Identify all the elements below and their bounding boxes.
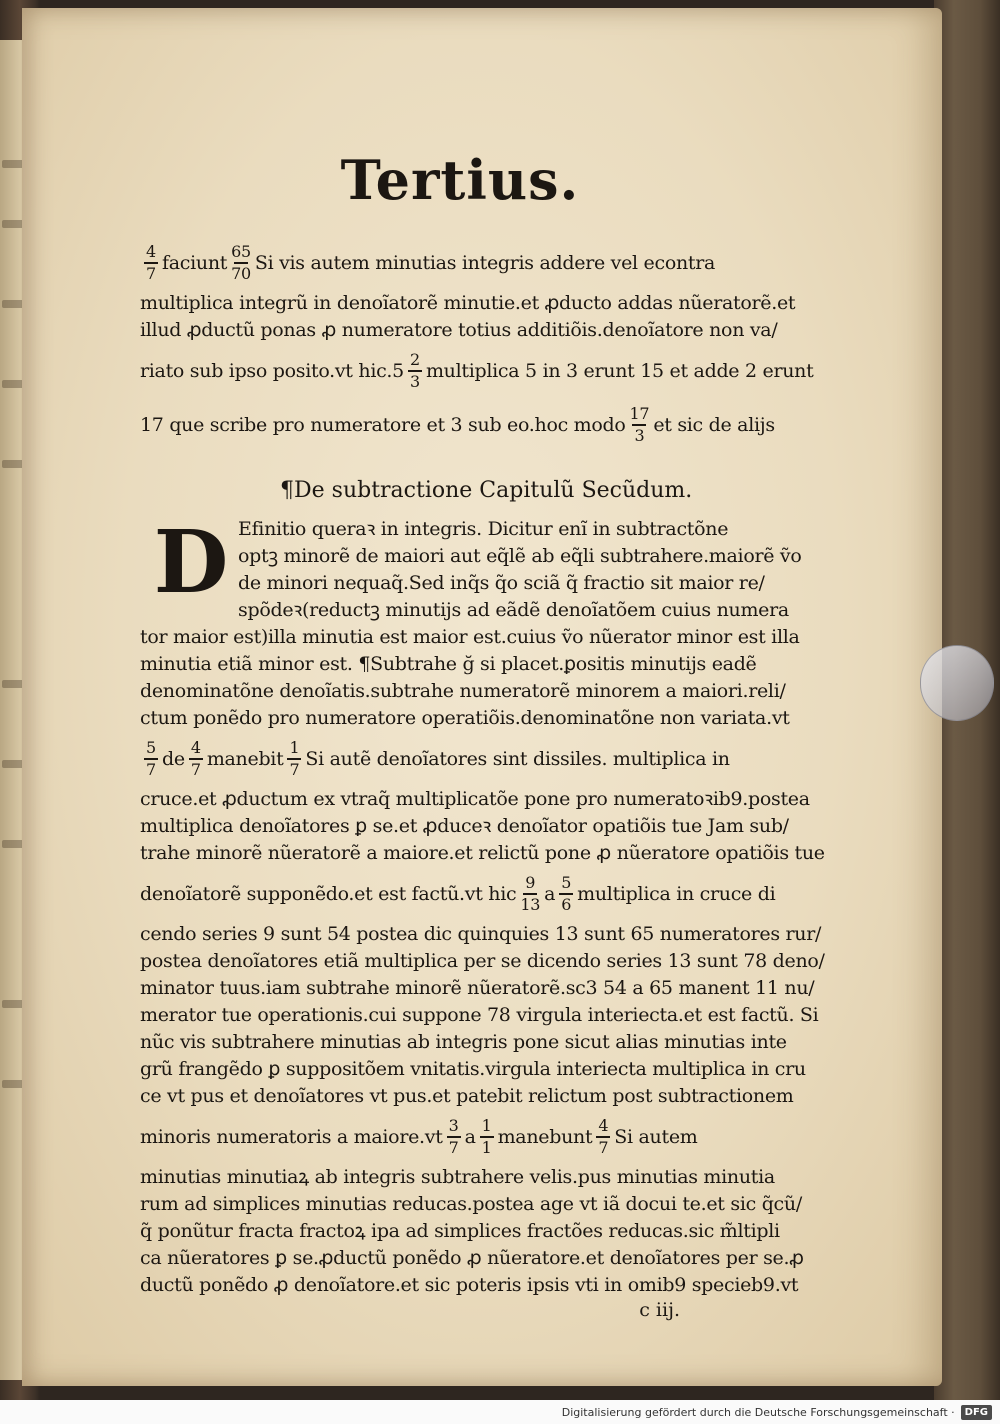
footer-text: Digitalisierung gefördert durch die Deutsche Forschungsgemeinschaft · [561,1405,955,1419]
page-clip [920,645,994,721]
text-line: ductũ ponẽdo ꝓ denoĩatore.et sic poteris ipsis vti in omib9 specieb9.vt [140,1274,799,1296]
text-line: de minori nequaq̃.Sed inq̃s q̃o sciã q̃ fractio sit maior re/ [238,572,765,594]
text-line: denominatõne denoĩatis.subtrahe numeratorẽ minorem a maiori.reli/ [140,680,786,702]
fraction: $\frac{1}{1}$ [480,1118,494,1156]
text-line: minutias minutiaꝝ ab integris subtrahere velis.pus minutias minutia [140,1166,775,1188]
text-line: minoris numeratoris a maiore.vt $\frac{3}{7}$ a $\frac{1}{1}$ manebunt $\frac{4}{7}$ Si autem [140,1116,698,1157]
text-line: cendo series 9 sunt 54 postea dic quinquies 13 sunt 65 numeratores rur/ [140,923,822,945]
text-line: riato sub ipso posito.vt hic.5 $\frac{2}{3}$ multiplica 5 in 3 erunt 15 et adde 2 erunt [140,350,814,391]
fraction: $\frac{65}{70}$ [231,242,251,283]
text-line: rum ad simplices minutias reducas.postea age vt iã docui te.et sic q̃cũ/ [140,1193,802,1215]
fraction: $\frac{9}{13}$ [520,873,541,914]
text-line: ctum ponẽdo pro numeratore operatiõis.denominatõne non variata.vt [140,707,790,729]
fraction: $\frac{5}{7}$ [144,740,158,778]
text-line: cruce.et ꝓductum ex vtraq̃ multiplicatõe pone pro numeratoꝛib9.postea [140,788,810,810]
text-line: merator tue operationis.cui suppone 78 virgula interiecta.et est factũ. Si [140,1004,819,1026]
text-line: ca nũeratores ꝑ se.ꝓductũ ponẽdo ꝓ nũeratore.et denoĩatores per se.ꝓ [140,1247,804,1269]
text-line: spõdeꝛ(reductꝫ minutijs ad eãdẽ denoĩatõem cuius numera [238,599,789,621]
text-line: $\frac{4}{7}$ faciunt $\frac{65}{70}$ Si vis autem minutias integris addere vel econtra [140,236,740,290]
fraction: $\frac{1}{7}$ [287,740,301,778]
decorated-initial: D [153,512,229,613]
text-line: q̃ ponũtur fracta fractoꝝ ipa ad simplices fractões reducas.sic m̃ltipli [140,1220,780,1242]
fraction: $\frac{5}{6}$ [559,875,573,913]
text-line: Efinitio queraꝛ in integris. Dicitur enĩ in subtractõne [238,518,729,540]
fraction: $\frac{4}{7}$ [144,244,158,282]
text-line: tor maior est)illa minutia est maior est.cuius ṽo nũerator minor est illa [140,626,800,648]
text-line: multiplica integrũ in denoĩatorẽ minutie.et ꝓducto addas nũeratorẽ.et [140,292,796,314]
text-line: minator tuus.iam subtrahe minorẽ nũeratorẽ.sc3 54 a 65 manent 11 nu/ [140,977,815,999]
fraction: $\frac{2}{3}$ [408,352,422,390]
text-line: illud ꝓductũ ponas ꝓ numeratore totius additiõis.denoĩatore non va/ [140,319,778,341]
chapter-title: ¶De subtractione Capitulũ Secũdum. [280,478,693,503]
text-line: 17 que scribe pro numeratore et 3 sub eo.hoc modo $\frac{17}{3}$ et sic de alijs [140,404,775,445]
digitization-footer [0,1400,1000,1424]
dfg-logo: DFG [961,1405,992,1420]
fraction: $\frac{17}{3}$ [629,404,650,445]
text-line: ce vt pus et denoĩatores vt pus.et patebit relictum post subtractionem [140,1085,794,1107]
text-line: postea denoĩatores etiã multiplica per se dicendo series 13 sunt 78 deno/ [140,950,825,972]
page-text [140,148,825,1321]
fraction: $\frac{4}{7}$ [596,1118,610,1156]
text-line: $\frac{5}{7}$ de $\frac{4}{7}$ manebit $\frac{1}{7}$ Si autẽ denoĩatores sint dissiles. multiplica in [140,732,740,786]
text-line: multiplica denoĩatores ꝑ se.et ꝓduceꝛ denoĩator opatiõis tue Jam sub/ [140,815,789,837]
running-head: Tertius. [340,148,580,212]
text-line: denoĩatorẽ supponẽdo.et est factũ.vt hic $\frac{9}{13}$ a $\frac{5}{6}$ multiplica in cruce di [140,873,776,914]
text-line: trahe minorẽ nũeratorẽ a maiore.et relictũ pone ꝓ nũeratore opatiõis tue [140,842,825,864]
paragraph [140,512,802,732]
fraction: $\frac{3}{7}$ [447,1118,461,1156]
text-line: nũc vis subtrahere minutias ab integris pone sicut alias minutias inte [140,1031,787,1053]
text-line: optꝫ minorẽ de maiori aut eq̃lẽ ab eq̃li subtrahere.maiorẽ ṽo [238,545,802,567]
fraction: $\frac{4}{7}$ [189,740,203,778]
signature-mark: c iij. [639,1299,680,1321]
text-line: minutia etiã minor est. ¶Subtrahe ğ si placet.ꝑositis minutijs eadẽ [140,653,757,675]
text-line: grũ frangẽdo ꝑ suppositõem vnitatis.virgula interiecta multiplica in cru [140,1058,806,1080]
